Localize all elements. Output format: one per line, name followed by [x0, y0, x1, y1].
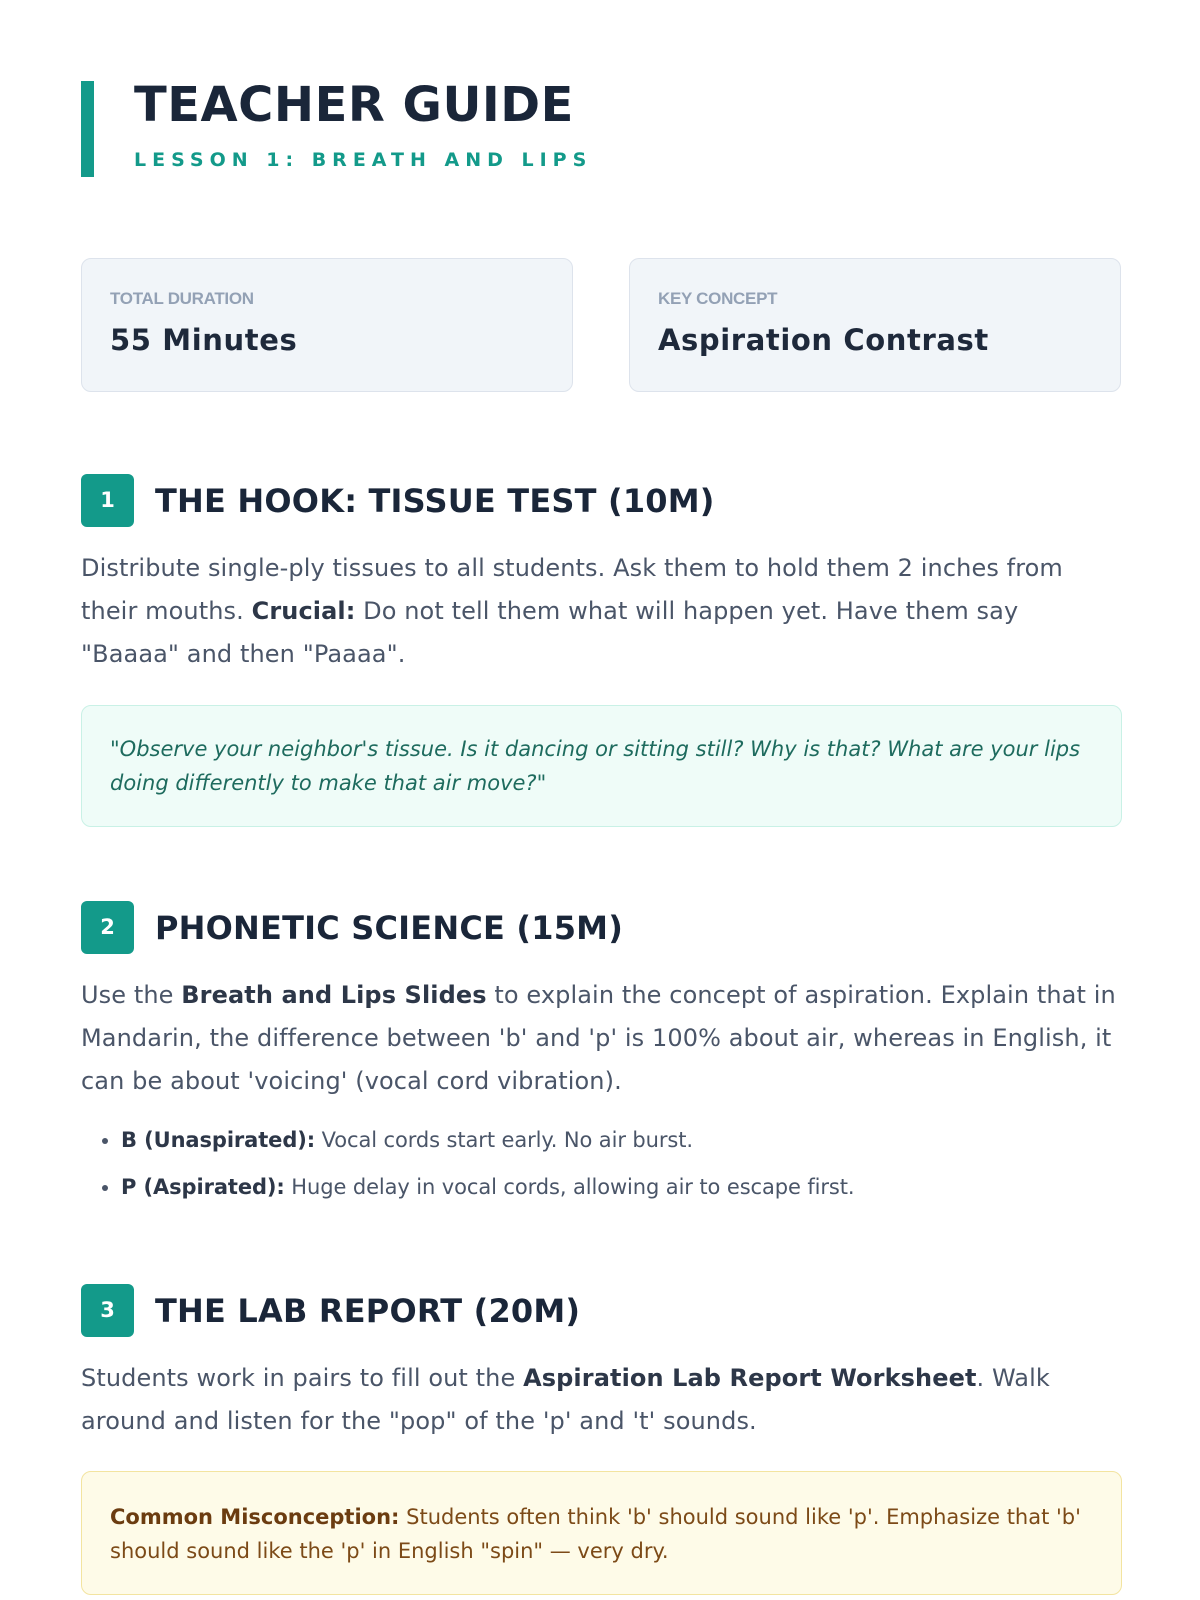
section-lab-report [81, 1284, 1122, 1595]
list-item-text: Huge delay in vocal cords, allowing air to escape first. [284, 1175, 855, 1199]
paragraph-emphasis: Breath and Lips Slides [181, 981, 487, 1009]
paragraph-text: Students work in pairs to fill out the [81, 1364, 524, 1392]
section-header [81, 1284, 1122, 1338]
list-item-term: P (Aspirated): [121, 1175, 285, 1199]
page-subtitle: LESSON 1: BREATH AND LIPS [134, 149, 593, 171]
section-number-badge: 1 [81, 474, 134, 527]
teacher-prompt-quote: "Observe your neighbor's tissue. Is it dancing or sitting still? Why is that? What are your lips doing differently to make that air move?" [81, 705, 1122, 827]
section-title: THE HOOK: TISSUE TEST (10M) [155, 482, 715, 520]
list-item-term: B (Unaspirated): [121, 1128, 316, 1152]
misconception-callout [81, 1471, 1122, 1595]
paragraph-emphasis: Aspiration Lab Report Worksheet [523, 1364, 977, 1392]
duration-value: 55 Minutes [110, 323, 298, 357]
aspiration-list [81, 1117, 1122, 1211]
section-number-badge: 2 [81, 901, 134, 954]
list-item [121, 1164, 1122, 1211]
list-item-text: Vocal cords start early. No air burst. [315, 1128, 693, 1152]
section-phonetic-science [81, 901, 1122, 1211]
paragraph-text: Do not tell them what will happen yet. Have them say "Baaaa" and then "Paaaa". [81, 597, 1019, 668]
paragraph-emphasis: Crucial: [251, 597, 356, 625]
info-cards [81, 258, 1122, 394]
list-item [121, 1117, 1122, 1164]
section-title: PHONETIC SCIENCE (15M) [155, 909, 624, 947]
page-header [81, 77, 593, 177]
section-title: THE LAB REPORT (20M) [155, 1292, 581, 1330]
section-paragraph [81, 547, 1122, 676]
page-title: TEACHER GUIDE [134, 77, 574, 133]
section-paragraph [81, 1357, 1122, 1443]
duration-card [81, 258, 573, 392]
section-header [81, 901, 1122, 955]
paragraph-text: to explain the concept of aspiration. Explain that in Mandarin, the difference between 'b' and 'p' is 100% about air, whereas in English, it can be about 'voicing' (vocal cord vibration). [81, 981, 1116, 1095]
callout-term: Common Misconception: [110, 1505, 400, 1529]
paragraph-text: Distribute single-ply tissues to all students. Ask them to hold them 2 inches from their mouths. [81, 554, 1063, 625]
key-concept-label: KEY CONCEPT [658, 289, 778, 308]
section-number-badge: 3 [81, 1284, 134, 1337]
section-hook [81, 474, 1122, 827]
paragraph-text: Use the [81, 981, 182, 1009]
key-concept-value: Aspiration Contrast [658, 323, 989, 357]
section-paragraph [81, 974, 1122, 1103]
duration-label: TOTAL DURATION [110, 289, 254, 308]
key-concept-card [629, 258, 1121, 392]
paragraph-text: . Walk around and listen for the "pop" of the 'p' and 't' sounds. [81, 1364, 1050, 1435]
callout-text: Students often think 'b' should sound like 'p'. Emphasize that 'b' should sound like the 'p' in English "spin" — very dry. [110, 1505, 1081, 1563]
section-header [81, 474, 1122, 528]
